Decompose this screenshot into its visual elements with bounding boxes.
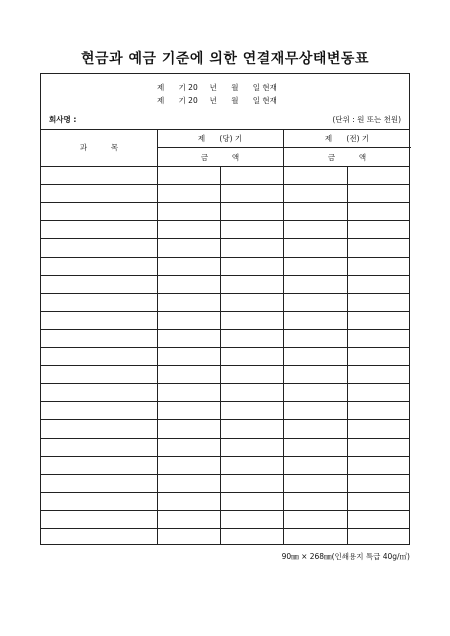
table-row (41, 220, 409, 221)
column-divider-item (157, 129, 158, 545)
amount-header-prior: 금 액 (327, 153, 367, 162)
column-divider-current (220, 166, 221, 545)
table-row (41, 383, 409, 384)
table-row (41, 238, 409, 239)
period-line-current: 제 기 20 년 월 일 현재 (157, 83, 277, 92)
table-row (41, 257, 409, 258)
table-row (41, 365, 409, 366)
table-row (41, 293, 409, 294)
table-row (41, 419, 409, 420)
table-row (41, 474, 409, 475)
table-row (41, 329, 409, 330)
statement-form (40, 73, 410, 545)
column-divider-prior (347, 166, 348, 545)
table-row (41, 510, 409, 511)
company-label: 회사명 : (49, 115, 77, 124)
table-row (41, 311, 409, 312)
header-bottom-rule (41, 166, 409, 167)
table-row (41, 401, 409, 402)
amount-header-current: 금 액 (200, 153, 240, 162)
item-column-header: 과 목 (79, 143, 119, 152)
period-sub-rule (157, 147, 411, 148)
table-row (41, 456, 409, 457)
form-title: 현금과 예금 기준에 의한 연결재무상태변동표 (81, 51, 369, 67)
period-line-prior: 제 기 20 년 월 일 현재 (157, 96, 277, 105)
table-row (41, 184, 409, 185)
unit-label: (단위 : 원 또는 천원) (332, 115, 401, 124)
prior-period-header: 제 (전) 기 (324, 134, 370, 143)
table-row (41, 492, 409, 493)
table-row (41, 275, 409, 276)
table-row (41, 202, 409, 203)
table-row (41, 347, 409, 348)
header-top-rule (41, 129, 409, 130)
paper-spec-note: 90㎜ × 268㎜(인쇄용지 특급 40g/㎡) (281, 552, 410, 561)
table-row (41, 438, 409, 439)
table-row (41, 528, 409, 529)
column-divider-period (283, 129, 284, 545)
current-period-header: 제 (당) 기 (197, 134, 243, 143)
